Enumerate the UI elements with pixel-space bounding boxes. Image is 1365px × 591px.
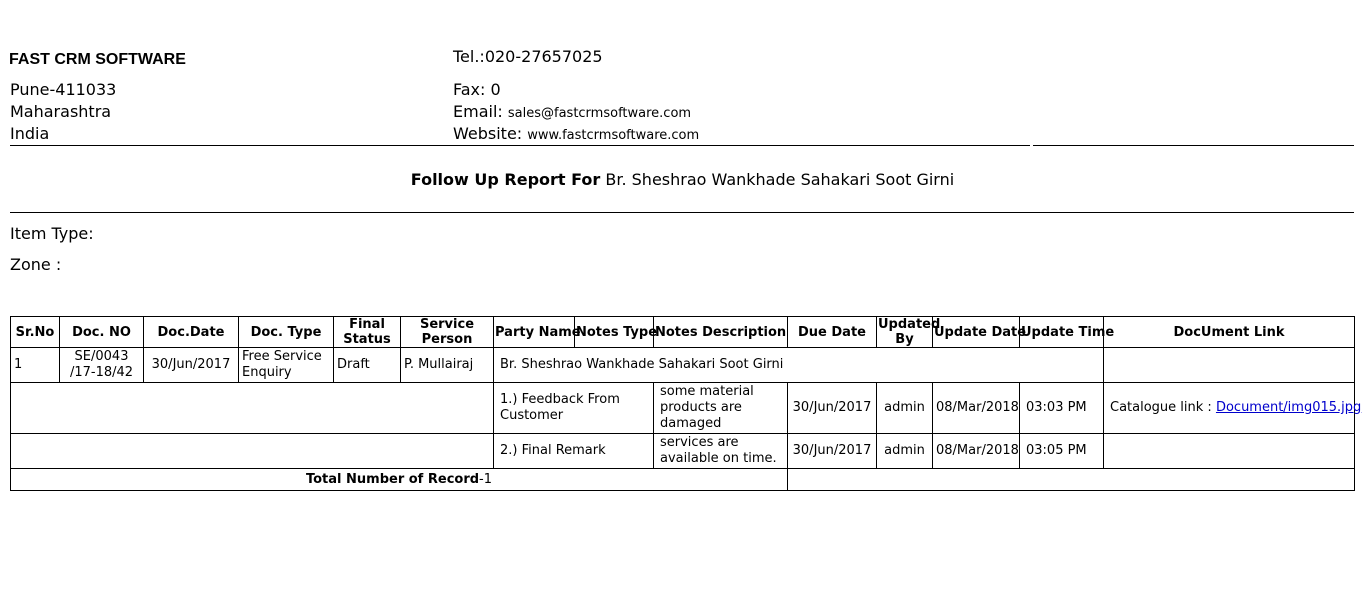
cell-update-time: 03:03 PM	[1020, 383, 1104, 434]
document-link-label: Catalogue link :	[1110, 400, 1212, 415]
cell-notes-description: some material products are damaged	[654, 383, 788, 434]
telephone: Tel.:020-27657025	[453, 47, 603, 66]
header-update-date: Update Date	[933, 317, 1020, 348]
title-divider	[10, 212, 1354, 213]
cell-doc-date: 30/Jun/2017	[144, 348, 239, 383]
cell-empty	[788, 469, 1355, 491]
header-doc-type: Doc. Type	[239, 317, 334, 348]
header-sr-no: Sr.No	[11, 317, 60, 348]
cell-final-status: Draft	[334, 348, 401, 383]
cell-party-name: Br. Sheshrao Wankhade Sahakari Soot Girni	[494, 348, 1104, 383]
total-row	[11, 469, 1355, 491]
table-row	[11, 434, 1355, 469]
header-updated-by: Updated By	[878, 317, 941, 347]
report-title-label: Follow Up Report For	[410, 170, 601, 189]
cell-empty	[1104, 348, 1355, 383]
table-header-row	[11, 317, 1355, 348]
header-service-person: Service Person	[401, 317, 494, 348]
total-label: Total Number of Record	[305, 471, 480, 487]
cell-doc-no: SE/0043 /17-18/42	[60, 348, 144, 383]
cell-doc-type: Free Service Enquiry	[239, 348, 334, 383]
email-value: sales@fastcrmsoftware.com	[507, 106, 692, 121]
item-type-label: Item Type:	[10, 224, 94, 243]
header-notes-type: Notes Type	[575, 317, 654, 348]
header-doc-date: Doc.Date	[144, 317, 239, 348]
cell-due-date: 30/Jun/2017	[788, 383, 877, 434]
header-update-time: Update Time	[1020, 317, 1104, 348]
header-document-link: DocUment Link	[1104, 317, 1355, 348]
follow-up-table	[10, 316, 1362, 491]
header-doc-no: Doc. NO	[60, 317, 144, 348]
cell-update-time: 03:05 PM	[1020, 434, 1104, 469]
cell-document-link	[1104, 434, 1355, 469]
table-row	[11, 348, 1355, 383]
website-value: www.fastcrmsoftware.com	[527, 128, 700, 143]
header-due-date: Due Date	[788, 317, 877, 348]
document-link[interactable]: Document/img015.jpg	[1215, 400, 1362, 415]
cell-empty	[11, 434, 494, 469]
website-label: Website:	[453, 124, 523, 143]
website-row	[453, 124, 699, 143]
cell-updated-by: admin	[877, 434, 933, 469]
email-row	[453, 102, 691, 121]
header-divider-right	[1033, 145, 1354, 146]
cell-notes-type: 1.) Feedback From Customer	[494, 383, 654, 434]
company-name: FAST CRM SOFTWARE	[9, 51, 186, 68]
address-line-3: India	[10, 124, 50, 143]
header-notes-description: Notes Description	[654, 317, 788, 348]
cell-notes-type: 2.) Final Remark	[494, 434, 654, 469]
fax: Fax: 0	[453, 80, 501, 99]
cell-update-date: 08/Mar/2018	[933, 434, 1020, 469]
cell-update-date: 08/Mar/2018	[933, 383, 1020, 434]
address-line-1: Pune-411033	[10, 80, 117, 99]
header-party-name: Party Name	[494, 317, 575, 348]
email-label: Email:	[453, 102, 503, 121]
cell-document-link	[1104, 383, 1362, 434]
header-final-status: Final Status	[334, 317, 401, 348]
cell-notes-description: services are available on time.	[654, 434, 788, 469]
cell-updated-by: admin	[877, 383, 933, 434]
zone-label: Zone :	[10, 255, 62, 274]
cell-service-person: P. Mullairaj	[401, 348, 494, 383]
total-records	[11, 469, 788, 491]
cell-empty	[11, 383, 494, 434]
address-line-2: Maharashtra	[10, 102, 112, 121]
report-title-party: Br. Sheshrao Wankhade Sahakari Soot Girni	[605, 170, 955, 189]
total-value: -1	[479, 471, 493, 487]
header-divider	[10, 145, 1030, 146]
cell-due-date: 30/Jun/2017	[788, 434, 877, 469]
report-title	[0, 170, 1365, 189]
cell-sr-no: 1	[11, 348, 60, 383]
table-row	[11, 383, 1355, 434]
